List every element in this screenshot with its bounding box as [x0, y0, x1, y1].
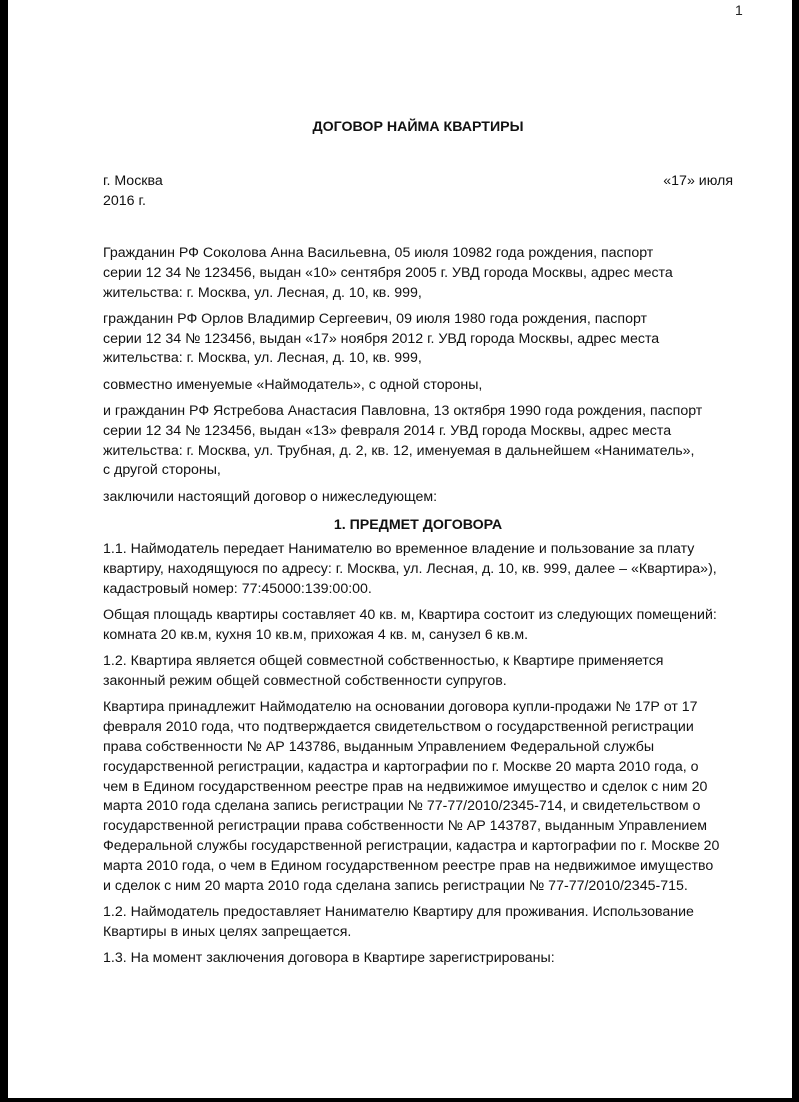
text-line: Гражданин РФ Соколова Анна Васильевна, 05 июля 10982 года рождения, паспорт	[103, 245, 654, 261]
text-line: 1.2. Наймодатель предоставляет Нанимателю Квартиру для проживания. Использование	[103, 903, 694, 920]
paragraph	[103, 606, 743, 646]
paragraph	[103, 244, 743, 303]
text-line: жительства: г. Москва, ул. Лесная, д. 10, кв. 999,	[103, 350, 422, 367]
text-line: комната 20 кв.м, кухня 10 кв.м, прихожая 4 кв. м, санузел 6 кв.м.	[103, 627, 529, 644]
contract-date: «17» июля	[663, 173, 733, 189]
contract-year: 2016 г.	[103, 193, 146, 209]
document-body	[103, 244, 743, 975]
paragraph	[103, 310, 743, 369]
parties-block	[103, 244, 743, 508]
page-number: 1	[735, 2, 743, 18]
text-line: права собственности № АР 143786, выданным Управлением Федеральной службы	[103, 739, 655, 756]
paragraph	[103, 376, 743, 396]
paragraph	[103, 402, 743, 481]
text-line: серии 12 34 № 123456, выдан «10» сентября 2005 г. УВД города Москвы, адрес места	[103, 264, 673, 281]
text-line: квартиру, находящуюся по адресу: г. Москва, ул. Лесная, д. 10, кв. 999, далее – «Квартира»),	[103, 561, 717, 578]
text-line: с другой стороны,	[103, 462, 221, 479]
text-line: заключили настоящий договор о нижеследующем:	[103, 488, 438, 505]
text-line: Общая площадь квартиры составляет 40 кв. м, Квартира состоит из следующих помещений:	[103, 607, 717, 624]
text-line: жительства: г. Москва, ул. Трубная, д. 2, кв. 12, именуемая в дальнейшем «Наниматель»,	[103, 442, 695, 459]
text-line: жительства: г. Москва, ул. Лесная, д. 10, кв. 999,	[103, 284, 422, 301]
text-line: Квартиры в иных целях запрещается.	[103, 923, 352, 940]
document-page	[8, 0, 792, 1098]
paragraph	[103, 540, 743, 599]
text-line: чем в Едином государственном реестре прав на недвижимое имущество и сделок с ним 20	[103, 778, 708, 795]
text-line: серии 12 34 № 123456, выдан «17» ноября 2012 г. УВД города Москвы, адрес места	[103, 330, 660, 347]
contract-city: г. Москва	[103, 173, 163, 189]
text-line: марта 2010 года, о чем в Едином государственном реестре прав на недвижимое имущество	[103, 857, 714, 874]
text-line: 1.1. Наймодатель передает Нанимателю во временное владение и пользование за плату	[103, 541, 695, 558]
paragraph	[103, 488, 743, 508]
paragraph	[103, 698, 743, 896]
text-line: государственной регистрации, кадастра и картографии по г. Москве 20 марта 2010 года, о	[103, 758, 699, 775]
text-line: Квартира принадлежит Наймодателю на основании договора купли-продажи № 17Р от 17	[103, 699, 698, 716]
section-1-body	[103, 540, 743, 968]
paragraph	[103, 949, 743, 969]
text-line: 1.2. Квартира является общей совместной собственностью, к Квартире применяется	[103, 653, 664, 670]
text-line: кадастровый номер: 77:45000:139:00:00.	[103, 580, 372, 597]
document-title: ДОГОВОР НАЙМА КВАРТИРЫ	[312, 119, 524, 135]
text-line: Федеральной службы государственной регистрации, кадастра и картографии по г. Москве 20	[103, 838, 720, 855]
text-line: государственной регистрации права собственности № АР 143787, выданным Управлением	[103, 818, 707, 835]
text-line: серии 12 34 № 123456, выдан «13» февраля 2014 г. УВД города Москвы, адрес места	[103, 422, 672, 439]
section-heading: 1. ПРЕДМЕТ ДОГОВОРА	[333, 516, 503, 533]
text-line: и гражданин РФ Ястребова Анастасия Павловна, 13 октября 1990 года рождения, паспорт	[103, 403, 703, 420]
paragraph	[103, 652, 743, 692]
text-line: гражданин РФ Орлов Владимир Сергеевич, 09 июля 1980 года рождения, паспорт	[103, 310, 648, 327]
text-line: февраля 2010 года, что подтверждается свидетельством о государственной регистрации	[103, 719, 694, 736]
text-line: совместно именуемые «Наймодатель», с одной стороны,	[103, 376, 483, 393]
text-line: и сделок с ним 20 марта 2010 года сделана запись регистрации № 77-77/2010/2345-715.	[103, 877, 688, 894]
paragraph	[103, 903, 743, 943]
text-line: 1.3. На момент заключения договора в Квартире зарегистрированы:	[103, 950, 555, 966]
text-line: законный режим общей совместной собственности супругов.	[103, 673, 507, 690]
text-line: марта 2010 года сделана запись регистрации № 77-77/2010/2345-714, и свидетельством о	[103, 798, 701, 815]
